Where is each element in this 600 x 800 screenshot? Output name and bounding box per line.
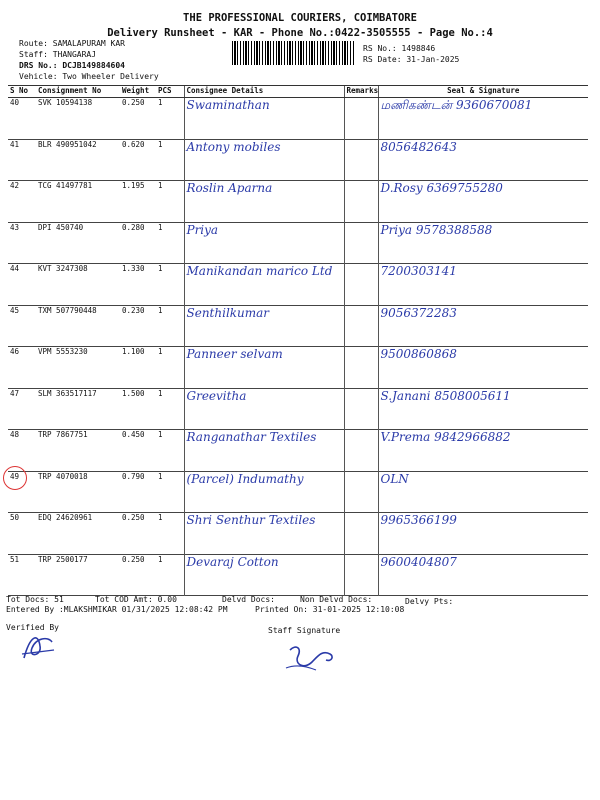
cell-consignment: BLR 490951042 xyxy=(38,139,97,149)
table-row xyxy=(8,513,588,555)
table-row xyxy=(8,430,588,472)
cell-remarks xyxy=(344,264,378,306)
cell-pcs: 1 xyxy=(158,554,163,564)
cell-remarks xyxy=(344,388,378,430)
cell-seal: OLN xyxy=(378,471,588,513)
entered-by: Entered By :MLAKSHMIKAR 01/31/2025 12:08:42 PM xyxy=(6,605,228,614)
cell-sno: 49 xyxy=(10,471,20,481)
cell-pcs: 1 xyxy=(158,347,163,356)
cell-pcs: 1 xyxy=(158,139,163,149)
cell-pcs: 1 xyxy=(158,264,163,273)
cell-seal: 9600404807 xyxy=(378,554,588,596)
cell-remarks xyxy=(344,139,378,181)
cell-weight: 0.250 xyxy=(122,98,145,107)
cell-weight: 1.330 xyxy=(122,264,145,273)
row-49-circle-mark xyxy=(3,466,27,490)
staff-signature-label: Staff Signature xyxy=(268,626,341,635)
cell-seal: 7200303141 xyxy=(378,264,588,306)
cell-consignee: Panneer selvam xyxy=(184,347,344,389)
cell-consignee: Manikandan marico Ltd xyxy=(184,264,344,306)
tot-cod-amt: Tot COD Amt: 0.00 xyxy=(95,595,177,604)
table-row xyxy=(8,139,588,181)
cell-sno: 48 xyxy=(10,430,20,439)
cell-pcs: 1 xyxy=(158,388,163,398)
drs-label: DRS No.: DCJB149884604 xyxy=(19,61,125,70)
verified-signature-icon xyxy=(18,628,60,664)
cell-weight: 1.500 xyxy=(122,388,145,398)
cell-remarks xyxy=(344,222,378,264)
table-header-row xyxy=(8,86,588,98)
cell-weight: 0.230 xyxy=(122,305,145,315)
col-consignment: Consignment No xyxy=(36,86,120,98)
cell-consignee: Ranganathar Textiles xyxy=(184,430,344,472)
cell-consignment: TCG 41497781 xyxy=(38,181,93,190)
col-pcs: PCS xyxy=(156,86,184,98)
verified-by-label: Verified By xyxy=(6,623,59,632)
runsheet-subtitle: Delivery Runsheet - KAR - Phone No.:0422-3505555 - Page No.:4 xyxy=(107,27,493,39)
cell-remarks xyxy=(344,471,378,513)
delvy-pts: Delvy Pts: xyxy=(405,597,454,606)
col-sno: S No xyxy=(8,86,36,98)
table-row xyxy=(8,181,588,223)
cell-weight: 0.620 xyxy=(122,139,145,149)
cell-consignment: KVT 3247308 xyxy=(38,264,88,273)
cell-seal: மணிகண்டன் 9360670081 xyxy=(378,98,588,140)
cell-pcs: 1 xyxy=(158,513,163,522)
cell-seal: Priya 9578388588 xyxy=(378,222,588,264)
printed-on: Printed On: 31-01-2025 12:10:08 xyxy=(255,605,405,614)
non-delvd-docs: Non Delvd Docs: xyxy=(300,595,373,604)
route-label: Route: SAMALAPURAM KAR xyxy=(19,39,125,48)
cell-sno: 46 xyxy=(10,347,20,356)
cell-consignee: Senthilkumar xyxy=(184,305,344,347)
cell-weight: 0.280 xyxy=(122,222,145,232)
cell-sno: 41 xyxy=(10,139,20,149)
cell-seal: 9965366199 xyxy=(378,513,588,555)
table-row xyxy=(8,264,588,306)
cell-consignee: Roslin Aparna xyxy=(184,181,344,223)
cell-seal: D.Rosy 6369755280 xyxy=(378,181,588,223)
col-consignee: Consignee Details xyxy=(184,86,344,98)
staff-label: Staff: THANGARAJ xyxy=(19,50,97,59)
cell-consignee: Shri Senthur Textiles xyxy=(184,513,344,555)
tot-docs: Tot Docs: 51 xyxy=(6,595,64,604)
cell-seal: 9056372283 xyxy=(378,305,588,347)
cell-sno: 51 xyxy=(10,554,20,564)
cell-pcs: 1 xyxy=(158,430,163,439)
cell-remarks xyxy=(344,305,378,347)
company-title: THE PROFESSIONAL COURIERS, COIMBATORE xyxy=(183,12,417,24)
cell-pcs: 1 xyxy=(158,305,163,315)
cell-consignment: TRP 7867751 xyxy=(38,430,88,439)
cell-consignment: SVK 10594138 xyxy=(38,98,93,107)
col-weight: Weight xyxy=(120,86,156,98)
cell-weight: 0.450 xyxy=(122,430,145,439)
cell-consignee: Greevitha xyxy=(184,388,344,430)
cell-consignment: VPM 5553230 xyxy=(38,347,88,356)
cell-consignment: SLM 363517117 xyxy=(38,388,97,398)
cell-seal: S.Janani 8508005611 xyxy=(378,388,588,430)
cell-consignment: TRP 4070018 xyxy=(38,471,88,481)
cell-weight: 1.100 xyxy=(122,347,145,356)
cell-pcs: 1 xyxy=(158,471,163,481)
cell-consignment: TRP 2500177 xyxy=(38,554,88,564)
cell-weight: 1.195 xyxy=(122,181,145,190)
table-row xyxy=(8,388,588,430)
cell-pcs: 1 xyxy=(158,181,163,190)
vehicle-label: Vehicle: Two Wheeler Delivery xyxy=(19,72,159,81)
table-row xyxy=(8,222,588,264)
cell-sno: 47 xyxy=(10,388,20,398)
barcode xyxy=(232,41,354,65)
cell-consignment: TXM 507790448 xyxy=(38,305,97,315)
cell-consignment: EDQ 24620961 xyxy=(38,513,93,522)
cell-pcs: 1 xyxy=(158,222,163,232)
cell-sno: 43 xyxy=(10,222,20,232)
cell-consignee: Priya xyxy=(184,222,344,264)
cell-weight: 0.250 xyxy=(122,554,145,564)
cell-remarks xyxy=(344,513,378,555)
cell-sno: 44 xyxy=(10,264,20,273)
rs-date: RS Date: 31-Jan-2025 xyxy=(363,55,460,64)
cell-consignee: (Parcel) Indumathy xyxy=(184,471,344,513)
col-seal: Seal & Signature xyxy=(378,86,588,98)
table-row xyxy=(8,305,588,347)
table-row xyxy=(8,347,588,389)
cell-remarks xyxy=(344,98,378,140)
cell-sno: 40 xyxy=(10,98,20,107)
cell-consignment: DPI 450740 xyxy=(38,222,84,232)
delvd-docs: Delvd Docs: xyxy=(222,595,275,604)
cell-sno: 50 xyxy=(10,513,20,522)
cell-pcs: 1 xyxy=(158,98,163,107)
cell-consignee: Swaminathan xyxy=(184,98,344,140)
cell-consignee: Antony mobiles xyxy=(184,139,344,181)
rs-no: RS No.: 1498846 xyxy=(363,44,436,53)
cell-seal: 8056482643 xyxy=(378,139,588,181)
cell-seal: V.Prema 9842966882 xyxy=(378,430,588,472)
col-remarks: Remarks xyxy=(344,86,378,98)
cell-remarks xyxy=(344,430,378,472)
cell-remarks xyxy=(344,554,378,596)
cell-sno: 42 xyxy=(10,181,20,190)
cell-weight: 0.250 xyxy=(122,513,145,522)
cell-consignee: Devaraj Cotton xyxy=(184,554,344,596)
table-row xyxy=(8,98,588,140)
table-row xyxy=(8,471,588,513)
cell-seal: 9500860868 xyxy=(378,347,588,389)
cell-weight: 0.790 xyxy=(122,471,145,481)
cell-remarks xyxy=(344,347,378,389)
runsheet-table xyxy=(8,85,588,596)
cell-sno: 45 xyxy=(10,305,20,315)
staff-signature-icon xyxy=(282,640,342,674)
cell-remarks xyxy=(344,181,378,223)
table-row xyxy=(8,554,588,596)
